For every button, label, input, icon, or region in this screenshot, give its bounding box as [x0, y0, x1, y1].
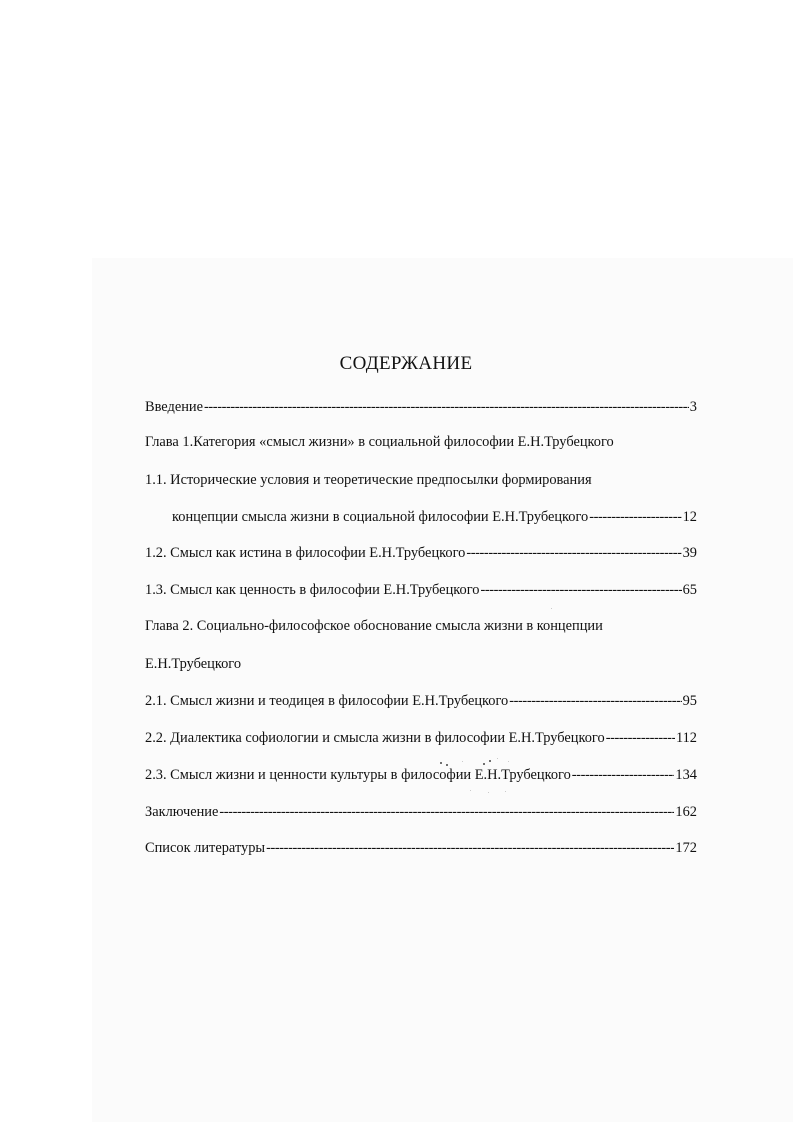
toc-entry-text: Глава 2. Социально-философское обоснование смысла жизни в концепции — [145, 618, 603, 634]
toc-entry-page: 39 — [682, 545, 697, 561]
toc-entry-chapter-2 — [145, 616, 697, 636]
toc-entry-page: 95 — [682, 693, 697, 709]
toc-entry-chapter-2-cont — [145, 654, 697, 674]
toc-leader — [589, 507, 681, 527]
toc-entry-text: Введение — [145, 399, 204, 415]
toc-entry-1-3 — [145, 580, 697, 600]
toc-entry-page: 172 — [675, 840, 697, 856]
toc-leader — [606, 728, 675, 748]
toc-entry-page: 112 — [675, 730, 697, 746]
toc-entry-text: 1.2. Смысл как истина в философии Е.Н.Трубецкого — [145, 545, 466, 561]
toc-leader — [204, 397, 689, 417]
toc-entry-page: 12 — [682, 509, 697, 525]
toc-leader — [219, 802, 674, 822]
toc-entry-text: 1.1. Исторические условия и теоретические предпосылки формирования — [145, 472, 592, 488]
toc-entry-text: Глава 1.Категория «смысл жизни» в социальной философии Е.Н.Трубецкого — [145, 434, 614, 450]
toc-entry-introduction — [145, 397, 697, 417]
toc-leader — [509, 691, 681, 711]
toc-entry-text: Заключение — [145, 804, 219, 820]
toc-leader — [572, 765, 675, 785]
toc-entry-page: 134 — [675, 767, 697, 783]
toc-entry-2-3 — [145, 765, 697, 785]
toc-entry-text: Список литературы — [145, 840, 266, 856]
toc-entry-conclusion — [145, 802, 697, 822]
toc-entry-text: 2.1. Смысл жизни и теодицея в философии Е.Н.Трубецкого — [145, 693, 509, 709]
toc-entry-2-1 — [145, 691, 697, 711]
toc-entry-page: 3 — [689, 399, 697, 415]
toc-entry-1-2 — [145, 543, 697, 563]
toc-entry-text: Е.Н.Трубецкого — [145, 656, 242, 672]
toc-entry-page: 65 — [682, 582, 697, 598]
toc-entry-text: 1.3. Смысл как ценность в философии Е.Н.Трубецкого — [145, 582, 480, 598]
toc-entry-chapter-1 — [145, 432, 697, 452]
toc-entry-page: 162 — [675, 804, 697, 820]
toc-entry-1-1 — [145, 470, 697, 490]
toc-leader — [466, 543, 681, 563]
toc-entry-1-1-cont — [172, 507, 697, 527]
toc-title: СОДЕРЖАНИЕ — [339, 353, 473, 374]
toc-entry-2-2 — [145, 728, 697, 748]
toc-entry-text: 2.3. Смысл жизни и ценности культуры в философии Е.Н.Трубецкого — [145, 767, 571, 783]
toc-entry-text: 2.2. Диалектика софиологии и смысла жизни в философии Е.Н.Трубецкого — [145, 730, 605, 746]
scan-background — [92, 258, 793, 1122]
toc-leader — [266, 838, 674, 858]
toc-entry-bibliography — [145, 838, 697, 858]
toc-entry-text: концепции смысла жизни в социальной философии Е.Н.Трубецкого — [172, 509, 589, 525]
toc-leader — [480, 580, 681, 600]
